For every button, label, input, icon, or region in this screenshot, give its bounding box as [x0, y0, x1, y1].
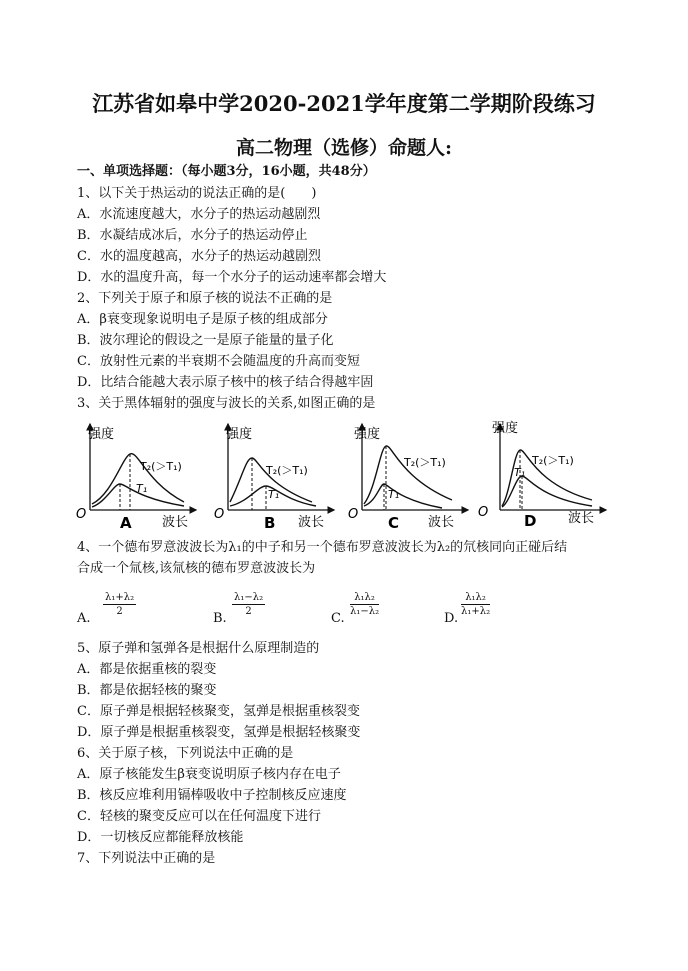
q4-option-b-label[interactable]: B.	[213, 611, 227, 626]
q3-figure-d[interactable]	[478, 418, 614, 534]
q2-stem: 2、下列关于原子和原子核的说法不正确的是	[77, 291, 333, 306]
q3-figure-b[interactable]	[212, 418, 342, 534]
q5-option-a: A．都是依据重核的裂变	[77, 662, 217, 677]
q4-option-b-fraction	[232, 592, 265, 617]
q4-stem-line1: 4、一个德布罗意波波长为λ₁的中子和另一个德布罗意波波长为λ₂的氘核同向正碰后结	[77, 540, 568, 555]
q6-option-d: D．一切核反应都能释放核能	[77, 830, 244, 845]
q4-stem-line2: 合成一个氚核,该氚核的德布罗意波波长为	[77, 561, 316, 576]
q4-option-c-den: λ₁−λ₂	[350, 606, 380, 617]
q5-option-d: D．原子弹是根据重核裂变，氢弹是根据轻核聚变	[77, 725, 361, 740]
q6-option-c: C．轻核的聚变反应可以在任何温度下进行	[77, 809, 321, 824]
q3-figure-a[interactable]	[74, 418, 204, 534]
page-title: 江苏省如皋中学2020-2021学年度第二学期阶段练习	[92, 91, 596, 116]
figure-a-origin: O	[76, 507, 87, 522]
figure-b-t2-label: T₂(＞T₁)	[266, 464, 308, 477]
q3-stem: 3、关于黑体辐射的强度与波长的关系,如图正确的是	[77, 396, 376, 411]
figure-c-t2-label: T₂(＞T₁)	[404, 456, 446, 469]
figure-a-letter: A	[120, 514, 132, 532]
figure-b-origin: O	[214, 507, 225, 522]
figure-c-ylabel: 强度	[354, 427, 381, 442]
figure-c-origin: O	[348, 507, 359, 522]
q4-option-a-den: 2	[116, 606, 123, 617]
q2-option-c: C．放射性元素的半衰期不会随温度的升高而变短	[77, 354, 360, 369]
q6-stem: 6、关于原子核，下列说法中正确的是	[77, 746, 294, 761]
q2-option-a: A．β衰变现象说明电子是原子核的组成部分	[77, 312, 328, 327]
figure-c-xlabel: 波长	[428, 515, 455, 530]
figure-b-t1-label: T₁	[268, 488, 280, 501]
q2-option-d: D．比结合能越大表示原子核中的核子结合得越牢固	[77, 375, 374, 390]
q4-option-a-num: λ₁+λ₂	[105, 592, 135, 603]
q4-option-c-fraction	[350, 592, 379, 617]
q5-option-c: C．原子弹是根据轻核聚变，氢弹是根据重核裂变	[77, 704, 360, 719]
q4-option-c-label[interactable]: C.	[331, 611, 345, 626]
figure-a-t1-label: T₁	[136, 482, 148, 495]
q4-option-d-label[interactable]: D.	[444, 611, 459, 626]
q6-option-a: A．原子核能发生β衰变说明原子核内存在电子	[77, 767, 341, 782]
q1-option-d: D．水的温度升高，每一个水分子的运动速率都会增大	[77, 270, 387, 285]
q1-option-a: A．水流速度越大，水分子的热运动越剧烈	[77, 207, 321, 222]
page-subtitle: 高二物理（选修）命题人:	[235, 137, 452, 159]
q1-option-b: B．水凝结成冰后，水分子的热运动停止	[77, 228, 308, 243]
q2-option-b: B．波尔理论的假设之一是原子能量的量子化	[77, 333, 334, 348]
q4-option-a-label[interactable]: A.	[77, 611, 91, 626]
figure-d-xlabel: 波长	[568, 511, 595, 526]
figure-b-letter: B	[264, 514, 276, 532]
q4-option-d-num: λ₁λ₂	[461, 592, 490, 605]
q5-stem: 5、原子弹和氢弹各是根据什么原理制造的	[77, 641, 320, 656]
q4-option-b-den: 2	[245, 606, 252, 617]
figure-b-ylabel: 强度	[226, 427, 253, 442]
figure-a-xlabel: 波长	[162, 515, 189, 530]
figure-d-origin: O	[478, 505, 489, 520]
figure-b-xlabel: 波长	[298, 515, 325, 530]
q7-stem: 7、下列说法中正确的是	[77, 851, 216, 866]
figure-d-ylabel: 强度	[492, 421, 519, 436]
figure-a-ylabel: 强度	[88, 427, 115, 442]
q5-option-b: B．都是依据轻核的聚变	[77, 683, 217, 698]
q1-stem: 1、以下关于热运动的说法正确的是( )	[77, 186, 317, 201]
q4-option-d-fraction	[461, 592, 490, 617]
section-heading: 一、单项选择题：（每小题3分，16小题，共48分）	[77, 164, 376, 179]
q4-option-b-num: λ₁−λ₂	[234, 592, 264, 603]
q4-option-a-fraction	[103, 592, 136, 617]
q6-option-b: B．核反应堆利用镉棒吸收中子控制核反应速度	[77, 788, 347, 803]
q4-option-c-num: λ₁λ₂	[350, 592, 379, 605]
q3-figure-c[interactable]	[346, 418, 476, 534]
figure-d-t1-label: T₁	[514, 466, 526, 479]
q1-option-c: C．水的温度越高，水分子的热运动越剧烈	[77, 249, 321, 264]
figure-d-t2-label: T₂(＞T₁)	[532, 454, 574, 467]
figure-a-t2-label: T₂(＞T₁)	[140, 460, 182, 473]
q4-option-d-den: λ₁+λ₂	[461, 606, 491, 617]
figure-d-letter: D	[524, 512, 537, 530]
figure-c-t1-label: T₁	[388, 488, 400, 501]
figure-c-letter: C	[388, 514, 400, 532]
